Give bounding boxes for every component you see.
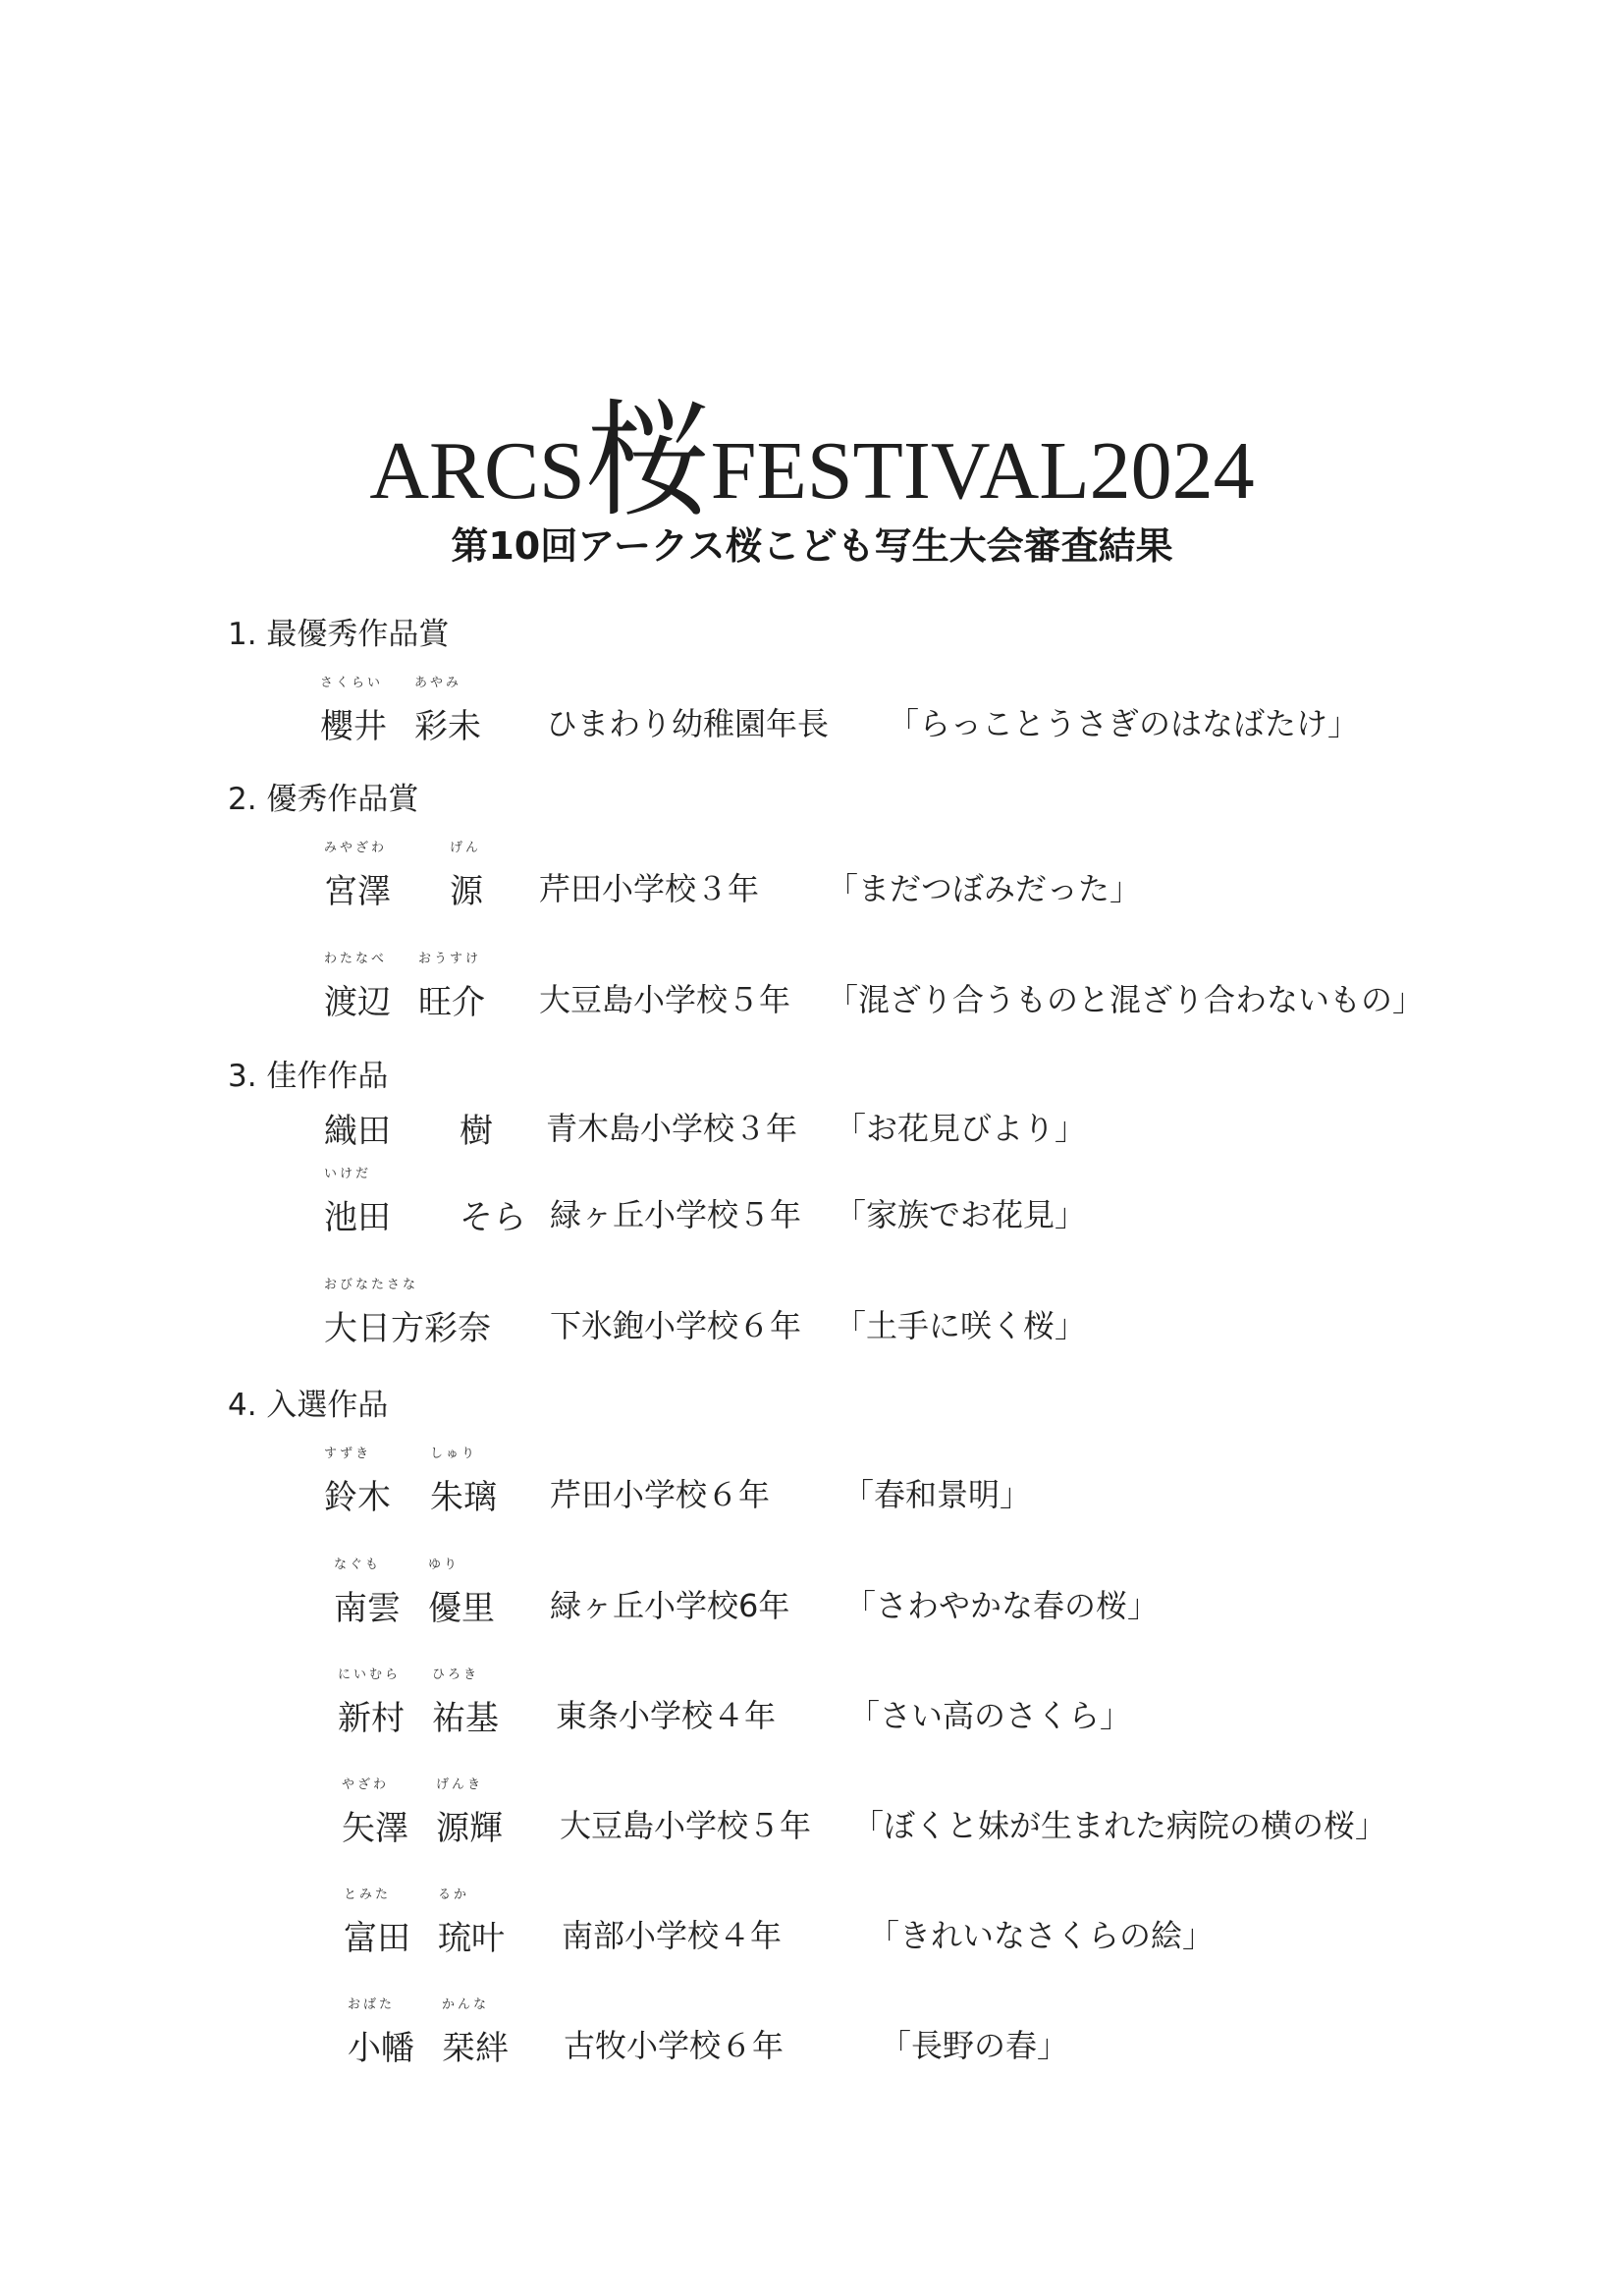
entry-row xyxy=(0,1667,1624,1750)
entry-name: すずき 鈴木 しゅり 朱璃 xyxy=(324,1447,497,1517)
section-heading-honorable: 3. 佳作作品 xyxy=(228,1059,389,1094)
title-prefix: ARCS xyxy=(369,425,585,517)
entry-school: 緑ヶ丘小学校５年 xyxy=(550,1196,802,1233)
entry-school: 大豆島小学校５年 xyxy=(560,1807,812,1844)
entry-work-title: 「お花見びより」 xyxy=(835,1110,1087,1147)
entry-school: 青木島小学校３年 xyxy=(546,1110,798,1147)
festival-title xyxy=(0,354,1624,534)
entry-work-title: 「さい高のさくら」 xyxy=(848,1697,1132,1734)
entry-name: おばた 小幡 かんな 栞絆 xyxy=(348,1997,509,2068)
entry-name: みやざわ 宮澤 げん 源 xyxy=(324,841,483,911)
entry-name: わたなべ 渡辺 おうすけ 旺介 xyxy=(324,952,485,1022)
title-kanji: 桜 xyxy=(584,388,711,534)
entry-name: さくらい 櫻井 あやみ 彩未 xyxy=(320,676,481,746)
section-heading-excellence: 2. 優秀作品賞 xyxy=(228,782,419,817)
entry-name: とみた 富田 るか 琉叶 xyxy=(344,1887,505,1958)
entry-work-title: 「混ざり合うものと混ざり合わないもの」 xyxy=(827,981,1425,1018)
entry-row xyxy=(0,1558,1624,1640)
entry-work-title: 「土手に咲く桜」 xyxy=(835,1307,1087,1344)
entry-row xyxy=(0,1278,1624,1360)
entry-row xyxy=(0,1167,1624,1249)
entry-school: 芹田小学校６年 xyxy=(550,1476,771,1513)
entry-school: 大豆島小学校５年 xyxy=(539,981,791,1018)
entry-name: にいむら 新村 ひろき 祐基 xyxy=(338,1667,499,1738)
entry-school: 緑ヶ丘小学校6年 xyxy=(550,1587,790,1624)
title-suffix: FESTIVAL2024 xyxy=(710,425,1255,517)
entry-name: おびなたさな 大日方彩奈 xyxy=(324,1278,491,1348)
entry-school: 東条小学校４年 xyxy=(556,1697,777,1734)
entry-work-title: 「長野の春」 xyxy=(880,2027,1069,2064)
entry-name: 織田 樹 xyxy=(324,1112,493,1151)
entry-work-title: 「家族でお花見」 xyxy=(835,1196,1087,1233)
entry-row xyxy=(0,1104,1624,1163)
entry-row xyxy=(0,841,1624,923)
entry-name: いけだ 池田 そら xyxy=(324,1167,526,1237)
entry-work-title: 「らっことうさぎのはなばたけ」 xyxy=(888,705,1360,742)
entry-row xyxy=(0,1777,1624,1860)
section-heading-grand-prize: 1. 最優秀作品賞 xyxy=(228,617,450,652)
entry-school: 下氷鉋小学校６年 xyxy=(550,1307,802,1344)
entry-work-title: 「まだつぼみだった」 xyxy=(827,870,1142,907)
entry-row xyxy=(0,1887,1624,1970)
entry-work-title: 「春和景明」 xyxy=(842,1476,1032,1513)
entry-row xyxy=(0,676,1624,758)
results-subtitle: 第10回アークス桜こども写生大会審査結果 xyxy=(451,524,1173,568)
entry-school: ひまわり幼稚園年長 xyxy=(546,705,830,742)
entry-row xyxy=(0,1447,1624,1529)
entry-name: やざわ 矢澤 げんき 源輝 xyxy=(342,1777,503,1848)
entry-work-title: 「ぼくと妹が生まれた病院の横の桜」 xyxy=(852,1807,1387,1844)
entry-name: なぐも 南雲 ゆり 優里 xyxy=(334,1558,495,1628)
entry-school: 南部小学校４年 xyxy=(562,1917,783,1954)
section-heading-selected: 4. 入選作品 xyxy=(228,1388,389,1423)
entry-row xyxy=(0,952,1624,1034)
entry-row xyxy=(0,1997,1624,2080)
entry-work-title: 「きれいなさくらの絵」 xyxy=(868,1917,1215,1954)
entry-school: 古牧小学校６年 xyxy=(564,2027,785,2064)
entry-school: 芹田小学校３年 xyxy=(539,870,760,907)
entry-work-title: 「さわやかな春の桜」 xyxy=(844,1587,1160,1624)
